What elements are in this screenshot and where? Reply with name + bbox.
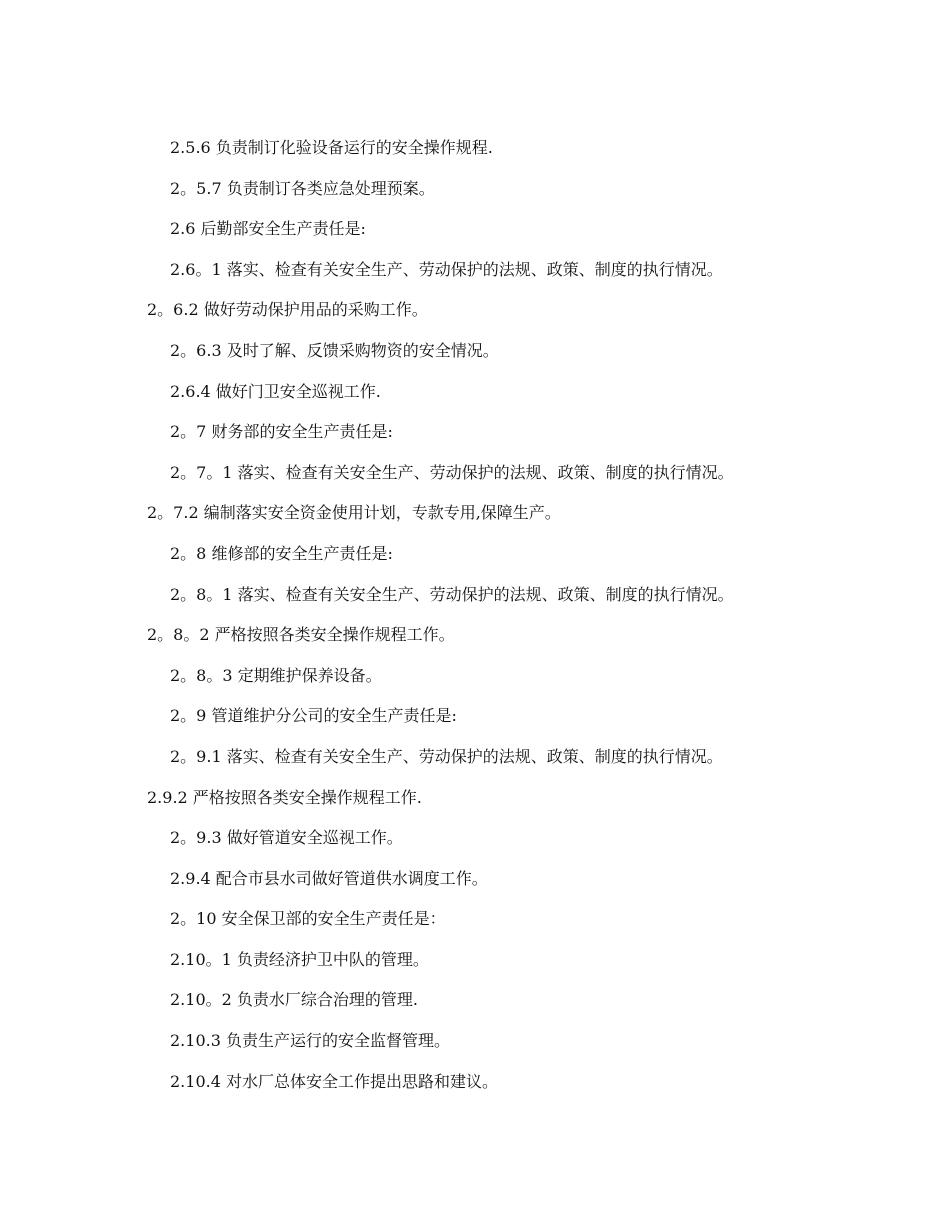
text-line: 2.6.4 做好门卫安全巡视工作.: [170, 381, 381, 401]
text-line: 2。8。1 落实、检查有关安全生产、劳动保护的法规、政策、制度的执行情况。: [170, 584, 734, 604]
section-heading: 2。9 管道维护分公司的安全生产责任是:: [170, 706, 457, 726]
text-line: 2。8。2 严格按照各类安全操作规程工作。: [147, 625, 455, 645]
text-line: 2.10。1 负责经济护卫中队的管理。: [170, 949, 429, 969]
text-line: 2。9.1 落实、检查有关安全生产、劳动保护的法规、政策、制度的执行情况。: [170, 746, 723, 766]
text-line: 2.5.6 负责制订化验设备运行的安全操作规程.: [170, 138, 493, 157]
text-line: 2。9.3 做好管道安全巡视工作。: [170, 828, 403, 848]
section-heading: 2。7 财务部的安全生产责任是:: [170, 422, 393, 442]
text-line: 2.9.4 配合市县水司做好管道供水调度工作。: [170, 868, 488, 888]
text-line: 2.10.3 负责生产运行的安全监督管理。: [170, 1031, 450, 1051]
text-line: 2。6.2 做好劳动保护用品的采购工作。: [147, 300, 428, 320]
text-line: 2.9.2 严格按照各类安全操作规程工作.: [147, 787, 422, 807]
text-line: 2。7.2 编制落实安全资金使用计划，专款专用,保障生产。: [147, 503, 561, 523]
text-line: 2.10。2 负责水厂综合治理的管理.: [170, 990, 418, 1010]
section-heading: 2。8 维修部的安全生产责任是:: [170, 543, 393, 563]
document-body: [0, 128, 950, 1102]
text-line: 2。6.3 及时了解、反馈采购物资的安全情况。: [170, 340, 499, 360]
section-heading: 2。10 安全保卫部的安全生产责任是：: [170, 909, 446, 929]
text-line: 2.10.4 对水厂总体安全工作提出思路和建议。: [170, 1071, 498, 1091]
text-line: 2.6。1 落实、检查有关安全生产、劳动保护的法规、政策、制度的执行情况。: [170, 259, 723, 279]
text-line: 2。5.7 负责制订各类应急处理预案。: [170, 178, 435, 198]
text-line: 2。7。1 落实、检查有关安全生产、劳动保护的法规、政策、制度的执行情况。: [170, 462, 734, 482]
section-heading: 2.6 后勤部安全生产责任是:: [170, 219, 366, 239]
text-line: 2。8。3 定期维护保养设备。: [170, 665, 382, 685]
